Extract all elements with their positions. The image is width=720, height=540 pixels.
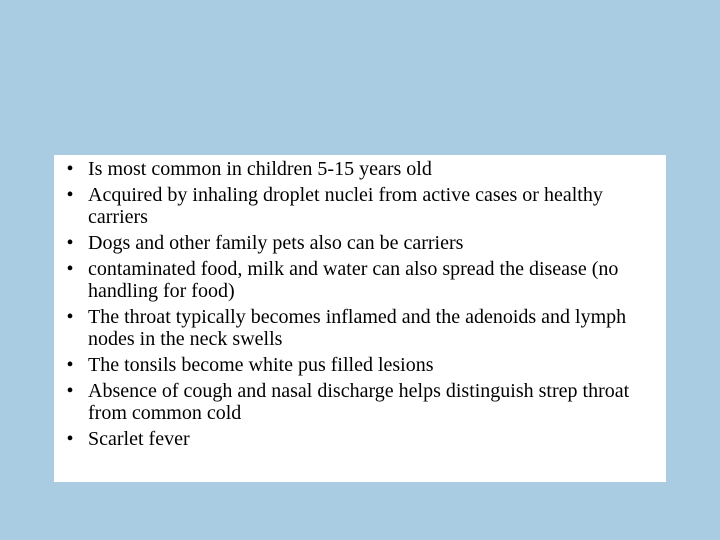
bullet-icon: • bbox=[66, 258, 74, 280]
bullet-text: Acquired by inhaling droplet nuclei from active cases or healthy carriers bbox=[88, 184, 603, 228]
bullet-text: The tonsils become white pus filled lesions bbox=[88, 354, 434, 376]
bullet-text-box bbox=[54, 155, 666, 482]
bullet-item bbox=[54, 232, 658, 254]
bullet-item bbox=[54, 306, 658, 350]
bullet-text: Absence of cough and nasal discharge helps distinguish strep throat from common cold bbox=[88, 380, 630, 424]
bullet-item bbox=[54, 184, 658, 228]
bullet-icon: • bbox=[66, 306, 74, 328]
bullet-text: contaminated food, milk and water can also spread the disease (no handling for food) bbox=[88, 258, 619, 302]
bullet-item bbox=[54, 258, 658, 302]
bullet-icon: • bbox=[66, 184, 74, 206]
bullet-item bbox=[54, 158, 658, 180]
bullet-icon: • bbox=[66, 232, 74, 254]
bullet-icon: • bbox=[66, 380, 74, 402]
bullet-text: The throat typically becomes inflamed and the adenoids and lymph nodes in the neck swells bbox=[88, 306, 627, 350]
bullet-item bbox=[54, 428, 658, 450]
bullet-icon: • bbox=[66, 158, 74, 180]
bullet-icon: • bbox=[66, 354, 74, 376]
bullet-text: Is most common in children 5-15 years old bbox=[88, 158, 432, 180]
bullet-icon: • bbox=[66, 428, 74, 450]
bullet-item bbox=[54, 354, 658, 376]
bullet-text: Scarlet fever bbox=[88, 428, 190, 450]
bullet-list bbox=[54, 158, 658, 450]
bullet-item bbox=[54, 380, 658, 424]
bullet-text: Dogs and other family pets also can be carriers bbox=[88, 232, 464, 254]
